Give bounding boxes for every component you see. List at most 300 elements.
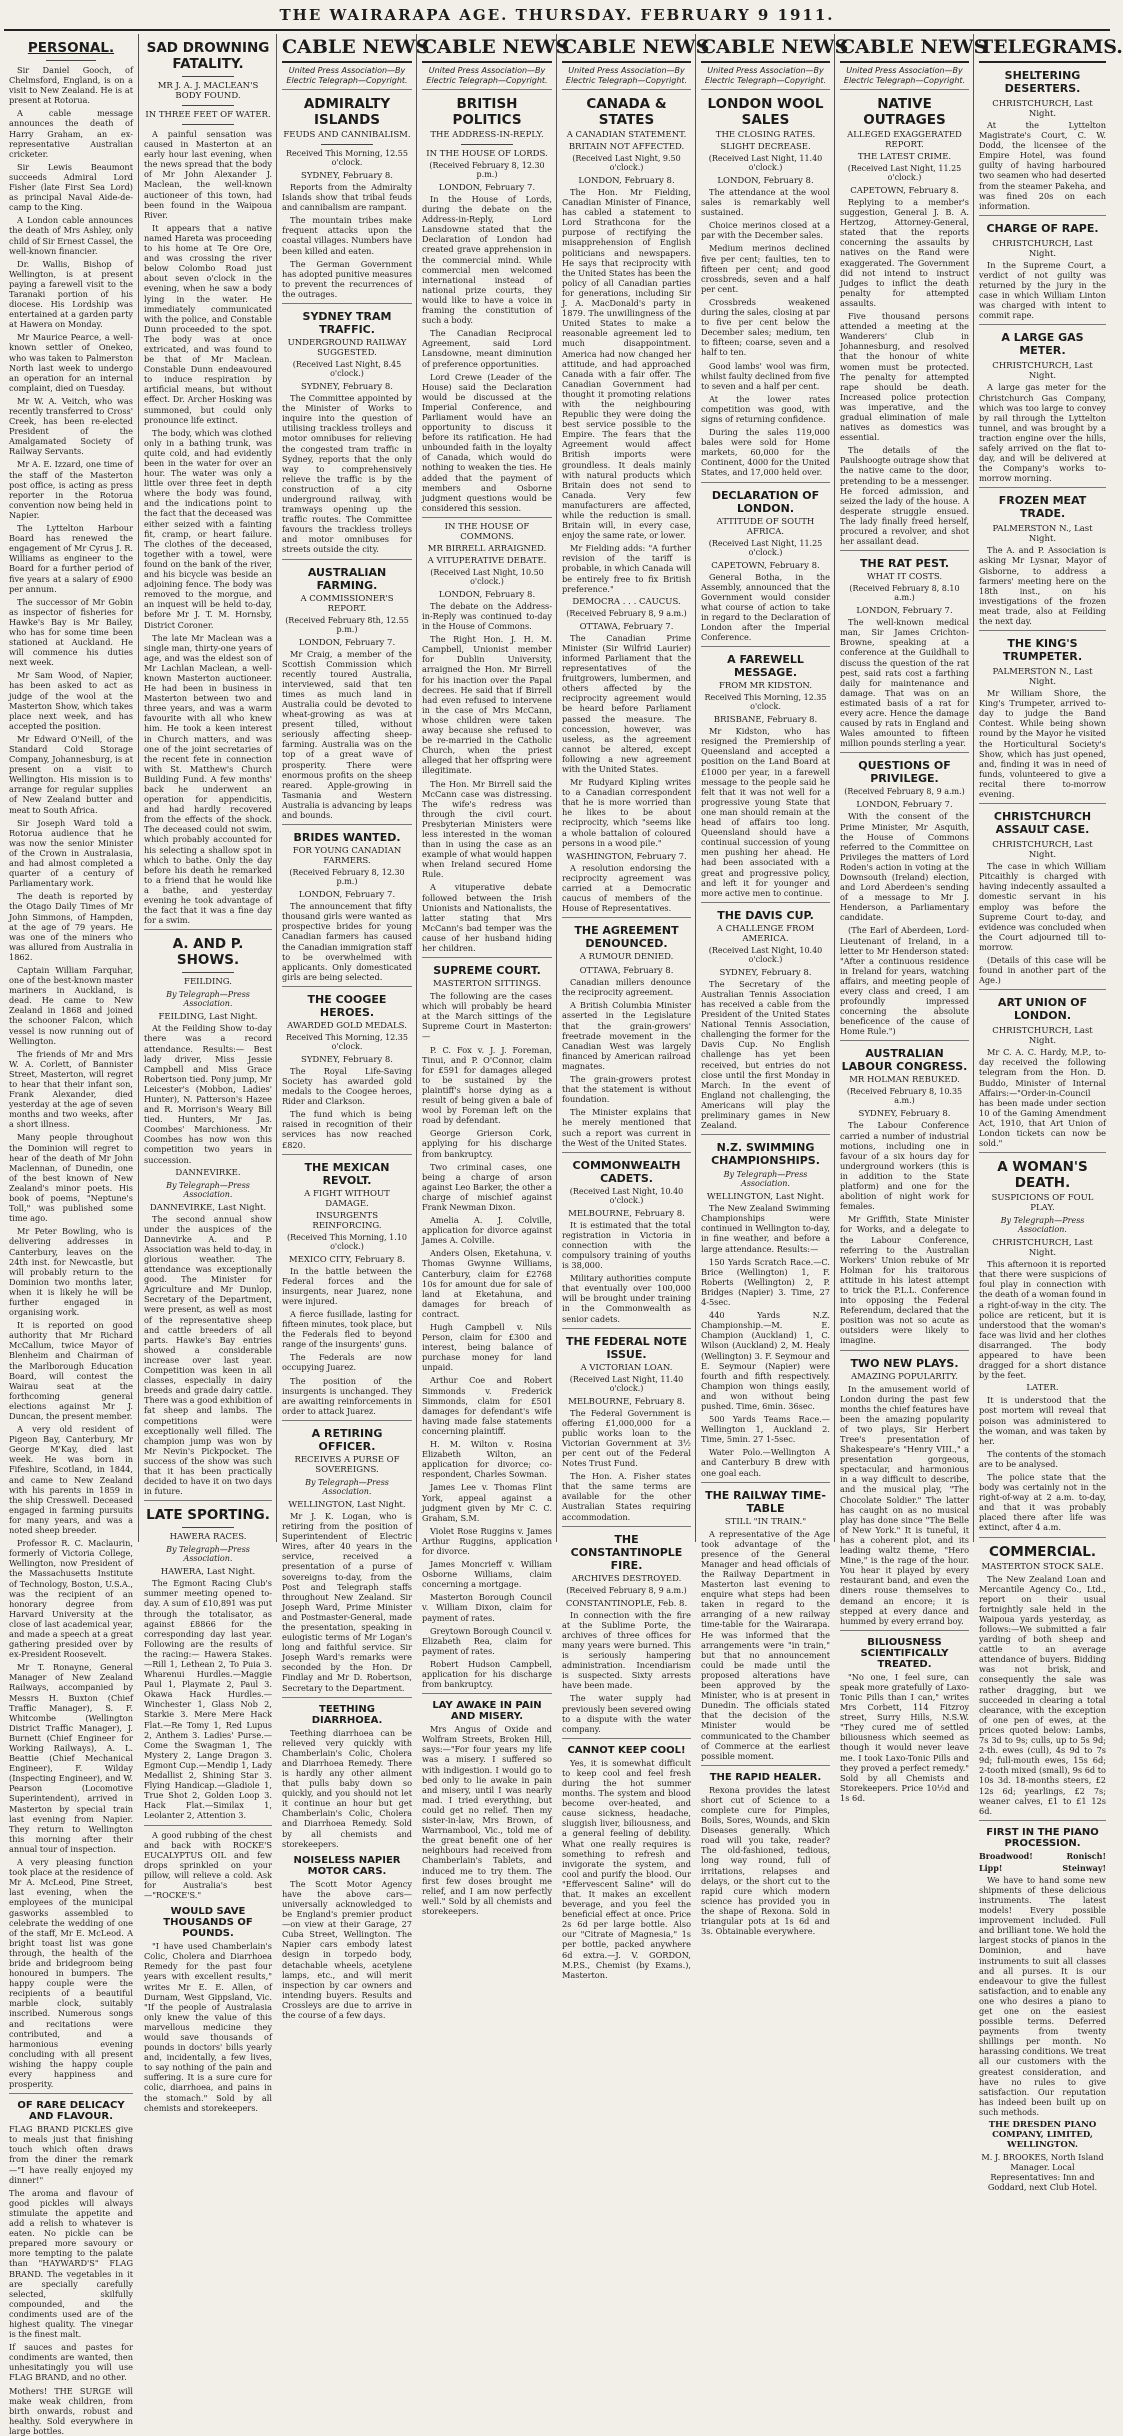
- outrages-sub2: THE LATEST CRIME.: [857, 152, 952, 162]
- byline: By Telegraph—Press Association.: [166, 1180, 250, 1199]
- article-paragraph: Water Polo.—Wellington A and Canterbury B drew with one goal each.: [701, 1447, 830, 1478]
- article-paragraph: The Canadian Reciprocal Agreement, said Lord Lansdowne, meant diminution of preference opportunities.: [422, 328, 552, 369]
- article-paragraph: Mr Maurice Pearce, a well-known settler of Onekeo, who was taken to Palmerston North last week to undergo an operation for an internal complaint, died on Tuesday.: [9, 332, 133, 393]
- dateline: LONDON, February 7.: [298, 890, 396, 901]
- article-paragraph: Anders Olsen, Eketahuna, v. Thomas Gwynne Williams, Canterbury, claim for £2768 10s for amount due for sale of land at Eketahuna, and damages for breach of contract.: [422, 1248, 552, 1319]
- article-paragraph: The Hon. Mr Fielding, Canadian Minister of Finance, has cabled a statement to Lord Strathcona for the purpose of rectifying the misapprehension of English politicians and newspapers. He says that reciprocity with the United States has been the policy of all Canadian parties for generations, including Sir J. A. MacDonald's party in 1879. The unwillingness of the United States to make a reasonable agreement led to much disappointment. America had now changed her attitude, and had approached Canada with a fair offer. The Canadian Government had thought it promoting relations with the neighbouring Republic they were doing the best service possible to the Empire. The fears that the Agreement would affect British imports were groundless. It deals mainly with natural products which Britain does not send to Canada. Very few manufacturers are affected, while the reduction is small. Britain will, in every case, enjoy the same rate, or lower.: [562, 187, 691, 541]
- trumpeter-paragraphs: [979, 688, 1106, 799]
- note-issue-sub: A VICTORIAN LOAN.: [580, 1362, 673, 1373]
- supreme-court-sub: MASTERTON SITTINGS.: [432, 979, 542, 990]
- article-paragraph: Hugh Campbell v. Nils Person, claim for £300 and interest, being balance of purchase money for land unpaid.: [422, 1322, 552, 1373]
- thousands-ad: "I have used Chamberlain's Colic, Cholera and Diarrhoea Remedy for the past four years with excellent results," writes Mr E. E. Allen, of Durnam, West Gippsland, Vic. "If the people of Australasia only knew the value of this marvellous medicine they would save thousands of pounds in doctors' bills yearly and, incidentally, a few lives, to say nothing of the pain and suffering. It is a sure cure for colic, diarrhoea, and pains in the stomach." Sold by all chemists and storekeepers.: [144, 1941, 272, 2113]
- cable-news-banner: CABLE NEWS: [282, 34, 412, 63]
- mexican-paragraphs: [282, 1266, 412, 1416]
- divider: [701, 1482, 830, 1483]
- constantinople-heading: THE CONSTANTINOPLE FIRE.: [570, 1532, 683, 1572]
- dateline: FEILDING, Last Night.: [158, 1012, 258, 1023]
- article-paragraph: The death is reported by the Otago Daily Times of Mr John Simmons, of Hampden, at the age of 79 years. He was one of the miners who was allured from Australia in 1862.: [9, 891, 133, 962]
- piano-brands-row: [979, 1863, 1106, 1873]
- masthead: [0, 0, 1114, 30]
- divider: [840, 550, 969, 551]
- labour-paragraphs: [840, 1120, 969, 1345]
- received-time: (Received February 8, 12.30 p.m.): [429, 161, 545, 179]
- divider: [979, 324, 1106, 325]
- divider: [979, 487, 1106, 488]
- dateline: CHRISTCHURCH, Last Night.: [992, 238, 1093, 259]
- divider: [979, 1152, 1106, 1153]
- dateline: WELLINGTON, Last Night.: [706, 1192, 825, 1203]
- brides-paragraphs: [282, 901, 412, 982]
- article-paragraph: The following are the cases which will probably be heard at the March sittings of the Supreme Court in Masterton:—: [422, 991, 552, 1042]
- birrell-sub: MR BIRRELL ARRAIGNED.: [427, 543, 547, 554]
- article-paragraph: A representative of the Age took advantage of the presence of the General Manager and head officials of the Railway Department in Masterton last evening to enquire what steps had been taken in regard to the arranging of a new railway time-table for the Wairarapa. He was informed that the arrangements were "in train," but that no announcement could be made until the proposed alterations have been approved by the Minister, who is at present in Dunedin. The officials stated that the decision of the Minister would be communicated to the Chamber of Commerce at the earliest possible moment.: [701, 1528, 830, 1761]
- divider: [282, 824, 412, 825]
- cable-news-banner: CABLE NEWS: [562, 34, 691, 63]
- cable-credit: United Press Association—By Electric Telegraph—Copyright.: [422, 66, 552, 90]
- article-paragraph: At the Lyttelton Magistrate's Court, C. W. Dodd, the licensee of the Empire Hotel, was found guilty of having harboured two seamen who had deserted from the steamer Pakeha, and was fined 20s on each information.: [979, 120, 1106, 211]
- drowning-heading: SAD DROWNING FATALITY.: [146, 40, 270, 72]
- divider: [979, 989, 1106, 990]
- received-time: Received This Morning, 12.55 o'clock.: [286, 149, 408, 167]
- cable-news-banner: CABLE NEWS: [422, 34, 552, 63]
- thousands-ad-heading: WOULD SAVE THOUSANDS OF POUNDS.: [163, 1906, 253, 1940]
- divider: [461, 144, 513, 145]
- wool-sales-heading: LONDON WOOL SALES: [707, 96, 824, 128]
- divider: [562, 1526, 691, 1527]
- article-paragraph: (The Earl of Aberdeen, Lord-Lieutenant of Ireland, in a letter to Mr Henderson stated: "After a continuous residence in Ireland for years, watching affairs, and meeting people of every class and creed, I am profoundly impressed concerning the absolute beneficence of the cause of Home Rule."): [840, 925, 969, 1037]
- article-paragraph: The water supply had previously been severed owing to a dispute with the water company.: [562, 1693, 691, 1734]
- note-issue-heading: THE FEDERAL NOTE ISSUE.: [565, 1334, 688, 1361]
- drowning-sub2: IN THREE FEET OF WATER.: [145, 110, 271, 120]
- rat-pest-sub: WHAT IT COSTS.: [866, 572, 943, 583]
- pain-ad: Mrs Angus of Oxide and Wolfram Streets, Broken Hill, says:—"For four years my life was a misery. I suffered so with indigestion. I would go to bed only to lie awake in pain and misery, until I was nearly mad. I tried everything, but could get no relief. Then my sister-in-law, Mrs Brown, of Warrnambool, Vic., told me of the great benefit one of her neighbours had received from Chamberlain's Tablets, and induced me to try them. The first few doses brought me relief, and I am now perfectly well." Sold by all chemists and storekeepers.: [422, 1724, 552, 1916]
- dateline: SYDNEY, February 8.: [301, 1054, 393, 1065]
- declaration-paragraphs: [701, 572, 830, 643]
- constantinople-paragraphs: [562, 1610, 691, 1734]
- article-paragraph: In the amusement world of London during the past few months the chief features have been the amazing popularity of two plays, Sir Herbert Tree's presentation of Shakespeare's "Henry VIII.," a presentation gorgeous, spectacular, and harmonious in a way difficult to describe, and the musical play, "The Chocolate Soldier." The latter has caught on as no musical play has done since "The Belle of New York." It is tuneful, it has a coherent plot, and its leading waltz theme, "Hero Mine," is the rage of the hour. You hear it played by every restaurant band, and even the diners rouse themselves to demand an encore; it is stepped at every dance and hummed by every errand boy.: [840, 1383, 969, 1626]
- dateline: MELBOURNE, February 8.: [568, 1208, 685, 1219]
- article-paragraph: Violet Rose Ruggins v. James Arthur Ruggins, application for divorce.: [422, 1525, 552, 1556]
- commons-sub: IN THE HOUSE OF COMMONS.: [444, 521, 530, 542]
- article-paragraph: Arthur Coe and Robert Simmonds v. Frederick Simmonds, claim for £501 damages for defendant's wife having made false statements concerning plaintiff.: [422, 1375, 552, 1436]
- divider: [840, 1040, 969, 1041]
- article-paragraph: A large gas meter for the Christchurch Gas Company, which was too large to convey by rail through the Lyttelton tunnel, and was brought by a traction engine over the hills, safely arrived on the flat to-day, and will be delivered at the Company's works to-morrow morning.: [979, 382, 1106, 484]
- divider: [562, 917, 691, 918]
- received-time: (Received February 8, 10.35 a.m.): [846, 1087, 963, 1106]
- article-paragraph: H. M. Wilton v. Rosina Elizabeth Wilton, an application for divorce; co-respondent, Charles Sowman.: [422, 1439, 552, 1480]
- rexona-ad-heading: THE RAPID HEALER.: [709, 1771, 822, 1783]
- farewell-sub: FROM MR KIDSTON.: [718, 681, 813, 692]
- womans-death-paragraphs: [979, 1259, 1106, 1380]
- politics-sub: THE ADDRESS-IN-REPLY.: [430, 130, 544, 140]
- officer-sub: RECEIVES A PURSE OF SOVEREIGNS.: [294, 1454, 400, 1475]
- rape-charge-heading: CHARGE OF RAPE.: [986, 221, 1099, 235]
- dateline: CAPETOWN, February 8.: [850, 186, 959, 196]
- article-paragraph: The details of the Paulshoogte outrage show that the native came to the door, pretending to be a messenger. He forced admission, and seized the lady of the house. A desperate struggle ensued. The lady finally freed herself, procured a revolver, and shot her assailant dead.: [840, 445, 969, 547]
- dateline: CAPETOWN, February 8.: [711, 560, 820, 571]
- dateline: CHRISTCHURCH, Last Night.: [992, 1238, 1093, 1259]
- article-paragraph: The attendance at the wool sales is remarkably well sustained.: [701, 187, 830, 218]
- article-paragraph: The police state that the body was certainly not in the right-of-way at 2 a.m. to-day, and that it was probably placed there after life was extinct, after 4 a.m.: [979, 1471, 1106, 1533]
- laxo-ad: "No one, I feel sure, can speak more gratefully of Laxo-Tonic Pills than I can," writes Mrs Corbett, 114 Fitzroy street, Surry Hills, N.S.W. "They cured me of settled biliousness which seemed as though it would never leave me. I took Laxo-Tonic Pills and they proved a perfect remedy." Sold by all Chemists and Storekeepers. Price 10½d and 1s 6d.: [840, 1671, 969, 1803]
- womans-death-later-paragraphs: [979, 1395, 1106, 1532]
- received-time: Received This Morning, 12.35 o'clock.: [704, 693, 827, 712]
- article-paragraph: Replying to a member's suggestion, General J. B. A. Hertzog, Attorney-General, stated that the reports concerning the assaults by natives on the Rand were exaggerated. The Government did not intend to instruct Judges to inflict the death penalty for attempted assaults.: [840, 197, 969, 308]
- divider: [182, 972, 233, 973]
- napier-cars-ad: The Scott Motor Agency have the above cars—universally acknowledged to be England's premier product—on view at their Garage, 27 Cuba Street, Wellington. The Napier cars embody latest design in torpedo body, detachable wheels, acetylene lamps, etc., and will merit inspection by car owners and intending buyers. Results and Crossleys are due to arrive in the course of a few days.: [282, 1878, 412, 2020]
- article-paragraph: The late Mr Maclean was a single man, thirty-one years of age, and was the eldest son of Mr Lachlan Maclean, a well-known Masterton auctioneer. He had been in business in Masterton between two and three years, and was a warm favourite with all who knew him. He took a keen interest in Church matters, and was one of the joint secretaries of the recent fete in connection with St. Matthew's Church Building Fund. A few months' back he underwent an operation for appendicitis, and had hardly recovered from the effects of the shock. The deceased could not swim, which probably accounted for his selecting a shallow spot in which to bathe. Only the day before his death he remarked to a friend that he would like a bathe, and yesterday evening he took advantage of the fact that it was a fine day for a swim.: [144, 632, 272, 926]
- commons-paragraphs: [422, 601, 552, 953]
- dateline: CHRISTCHURCH, Last Night.: [992, 1026, 1093, 1047]
- dateline: SYDNEY, February 8.: [301, 382, 393, 393]
- article-paragraph: Mr A. E. Izzard, one time of the staff of the Masterton post office, is acting as press reporter in the Rotorua convention now being held in Napier.: [9, 459, 133, 520]
- column-local: [138, 34, 277, 2113]
- byline: By Telegraph—Press Association.: [305, 1477, 389, 1496]
- divider: [282, 1154, 412, 1155]
- gas-meter-paragraphs: [979, 382, 1106, 483]
- dateline: LONDON, February 8.: [717, 176, 814, 186]
- article-paragraph: In connection with the fire at the Sublime Porte, the archives of three offices for many years were burned. This is seriously hampering administration. Incendiarism is suspected. Sixty arrests have been made.: [562, 1609, 691, 1691]
- article-paragraph: If sauces and pastes for condiments are wanted, then unhesitatingly you will use FLAG BRAND, and no other.: [9, 2342, 133, 2383]
- drowning-paragraphs: [144, 129, 272, 925]
- dateline: PALMERSTON N., Last Night.: [992, 524, 1093, 545]
- farming-paragraphs: [282, 649, 412, 821]
- farming-sub: A COMMISSIONER'S REPORT.: [300, 593, 394, 614]
- divider: [840, 752, 969, 753]
- article-paragraph: Medium merinos declined five per cent; faulties, ten to fifteen per cent; and good crossbreds, seven and a half per cent.: [701, 243, 830, 294]
- coogee-sub: AWARDED GOLD MEDALS.: [287, 1020, 407, 1031]
- plays-heading: TWO NEW PLAYS.: [850, 1356, 959, 1370]
- article-paragraph: The Royal Life-Saving Society has awarded gold medals to the Coogee heroes, Rider and Clarkson.: [282, 1065, 412, 1107]
- trumpeter-heading: THE KING'S TRUMPETER.: [1002, 637, 1083, 664]
- article-paragraph: The Lyttelton Harbour Board has renewed the engagement of Mr Cyrus J. R. Williams as engineer to the Board for a further period of five years at a salary of £900 per annum.: [9, 523, 133, 594]
- article-paragraph: The Committee appointed by the Minister of Works to inquire into the question of utilising trackless trolleys and motor omnibuses for relieving the congested tram traffic in Sydney, reports that the only way to comprehensively relieve the traffic is by the construction of a city underground railway, with tramways opening up the traffic routes. The Committee favours the trackless trolleys and motor omnibuses for streets outside the city.: [282, 393, 412, 555]
- article-paragraph: Mr T. Ronayne, General Manager of New Zealand Railways, accompanied by Messrs H. Buxton (Chief Traffic Manager), S. F. Whitcombe (Wellington District Traffic Manager), J. Burnett (Chief Engineer for Working Railways), A. L. Beattie (Chief Mechanical Engineer), F. Wilday (Inspecting Engineer), and W. Pearson (Locomotive Superintendent), arrived in Masterton by special train last evening from Napier. They return to Wellington this morning after their annual tour of inspection.: [9, 1662, 133, 1854]
- article-paragraph: A London cable announces the death of Mrs Ashley, only child of Sir Ernest Cassel, the well-known financier.: [9, 215, 133, 256]
- stock-sale-sub: MASTERTON STOCK SALE.: [981, 1561, 1104, 1572]
- divider: [701, 482, 830, 483]
- officer-paragraphs: [282, 1511, 412, 1693]
- article-paragraph: A British Columbia Minister asserted in the Legislature that the grain-growers' freetrade movement in the Canadian West was largely financed by American railroad magnates.: [562, 1000, 691, 1071]
- received-time: (Received Last Night, 11.40 o'clock.): [569, 1374, 684, 1393]
- piano-firm: THE DRESDEN PIANO COMPANY, LIMITED, WELLINGTON.: [988, 2120, 1097, 2151]
- farewell-heading: A FAREWELL MESSAGE.: [727, 653, 804, 680]
- privilege-paragraphs: [840, 811, 969, 1036]
- labour-sub: MR HOLMAN REBUKED.: [849, 1075, 960, 1086]
- article-paragraph: In the Supreme Court, a verdict of not guilty was returned by the jury in the case in which William Linton was charged with intent to commit rape.: [979, 259, 1106, 321]
- farewell-paragraphs: [701, 726, 830, 898]
- article-paragraph: The Minister explains that he merely mentioned that such a report was current in the West of the United States.: [562, 1107, 691, 1148]
- dateline: CHRISTCHURCH, Last Night.: [992, 840, 1093, 861]
- article-paragraph: Mr J. K. Logan, who is retiring from the position of Superintendent of Electric Wires, after 40 years in the service, received a presentation of a purse of sovereigns to-day, from the Post and Telegraph staffs throughout New Zealand. Sir Joseph Ward, Prime Minister and Postmaster-General, made the presentation, speaking in eulogistic terms of Mr Logan's long and faithful service. Sir Joseph Ward's remarks were seconded by the Hon. Dr Findlay and Mr D. Robertson, Secretary to the Department.: [282, 1510, 412, 1693]
- article-paragraph: The grain-growers protest that the statement is without foundation.: [562, 1074, 691, 1105]
- article-paragraph: Many people throughout the Dominion will regret to hear of the death of Mr John Maclennan, of Dunedin, one of the best known of New Zealand's minor poets. His book of poems, "Neptune's Toll," was published some time ago.: [9, 1132, 133, 1224]
- canada-heading: CANADA & STATES: [586, 96, 667, 128]
- telegrams-banner: TELEGRAMS.: [979, 34, 1106, 63]
- article-paragraph: The debate on the Address-in-Reply was continued to-day in the House of Commons.: [422, 600, 552, 632]
- divider: [979, 1820, 1106, 1821]
- article-paragraph: A cable message announces the death of Harry Graham, an ex-representative Australian cricketer.: [9, 108, 133, 159]
- divider: [282, 303, 412, 304]
- debate-sub: A VITUPERATIVE DEBATE.: [427, 555, 547, 566]
- cadets-heading: COMMONWEALTH CADETS.: [572, 1158, 681, 1185]
- article-paragraph: George Grierson Cork, applying for his discharge from bankruptcy.: [422, 1128, 552, 1159]
- gas-meter-heading: A LARGE GAS METER.: [1001, 331, 1084, 358]
- dateline: LONDON, February 8.: [578, 176, 675, 186]
- article-paragraph: A fierce fusillade, lasting for fifteen minutes, took place, but the Federals fled to beyond range of the insurgents' guns.: [282, 1309, 412, 1350]
- cadets-paragraphs: [562, 1220, 691, 1324]
- davis-cup-heading: THE DAVIS CUP.: [717, 908, 814, 922]
- article-paragraph: Crossbreds weakened during the sales, closing at par to five per cent below the December sales; medium, ten to fifteen; coarse, seven and a half to ten.: [701, 296, 831, 358]
- plays-sub: AMAZING POPULARITY.: [850, 1371, 959, 1382]
- admiralty-paragraphs: [282, 182, 412, 299]
- article-paragraph: Sir Joseph Ward told a Rotorua audience that he was now the senior Minister of the Crown in Australasia, and had almost completed a quarter of a century of Parliamentary work.: [9, 817, 133, 889]
- article-paragraph: A very pleasing function took place at the residence of Mr A. McLeod, Pine Street, last evening, when the employees of the municipal gasworks assembled to celebrate the wedding of one of the staff, Mr E. McLeod. A bright toast list was gone through, the health of the bride and bridegroom being honoured in bumpers. The happy couple were the recipients of a beautiful marble clock, suitably inscribed. Numerous songs and recitations were contributed, and a harmonious evening concluding with all present wishing the happy couple every happiness and prosperity.: [9, 1857, 133, 2090]
- column-cable-5: [834, 34, 988, 1803]
- feilding-paragraph: At the Feilding Show to-day there was a record attendance. Results:— Best lady driver, Miss Jessie Campbell and Miss Grace Robertson tied. Pony jump, Mr Leicester's (Mobbon, Ladies' Hunter), N. Patterson's Hazee and R. Morrison's Weary Bill tied. Hunters, Mr Jas. Coombes' Marchioness. Mr Coombes has now won this competition two years in succession.: [144, 1023, 272, 1165]
- article-paragraph: The body, which was clothed only in a bathing trunk, was quite cold, and had evidently been in the water for over an hour. The water was only a little over three feet in depth where the body was found, and the indications point to the fact that the deceased was either seized with a fainting fit, cramp, or heart failure. The clothes of the deceased, together with a towel, were found on the bank of the river, and his bicycle was beside an adjoining fence. The body was removed to the morgue, and an inquest will be held to-day, before Mr J. T. M. Hornsby, District Coroner.: [144, 427, 272, 630]
- womans-death-sub: SUSPICIONS OF FOUL PLAY.: [991, 1193, 1094, 1214]
- column-cable-3: [556, 34, 710, 1980]
- labour-heading: AUSTRALIAN LABOUR CONGRESS.: [841, 1047, 968, 1074]
- received-time: (Received Last Night, 11.25 o'clock.): [708, 538, 823, 557]
- article-paragraph: The contents of the stomach are to be analysed.: [979, 1448, 1106, 1469]
- article-paragraph: Mothers! THE SURGE will make weak children, from birth onwards, robust and healthy. Sold everywhere in large bottles.: [9, 2385, 133, 2436]
- article-paragraph: A resolution endorsing the reciprocity agreement was carried at a Democratic caucus of members of the House of Representatives.: [562, 862, 691, 914]
- article-paragraph: The Federal Government is offering £1,000,000 for a public works loan to the Victorian Government at 3½ per cent out of the Federal Notes Trust Fund.: [562, 1407, 691, 1469]
- later-sub: LATER.: [1026, 1383, 1059, 1394]
- supreme-court-heading: SUPREME COURT.: [433, 964, 541, 978]
- byline: By Telegraph—Press Association.: [1000, 1216, 1085, 1235]
- tram-paragraphs: [282, 393, 412, 555]
- dateline: SYDNEY, February 8.: [858, 1109, 951, 1120]
- divider: [701, 646, 830, 647]
- article-paragraph: The New Zealand Swimming Championships were continued in Wellington to-day, in fine weather, and before a large attendance. Results:—: [701, 1203, 830, 1254]
- brides-heading: BRIDES WANTED.: [293, 831, 401, 845]
- tram-heading: SYDNEY TRAM TRAFFIC.: [302, 310, 392, 337]
- constantinople-sub: ARCHIVES DESTROYED.: [571, 1573, 682, 1584]
- masthead-rule: [4, 29, 1110, 31]
- divider: [282, 559, 412, 560]
- article-paragraph: FLAG BRAND PICKLES give to meals just that finishing touch which often draws from the diner the remark—"I have really enjoyed my dinner!": [9, 2124, 133, 2185]
- eucalyptus-ad: A good rubbing of the chest and back with ROCKE'S EUCALYPTUS OIL and few drops sprinkled on your pillow, will relieve a cold. Ask for Australia's best—"ROCKE'S.": [144, 1829, 272, 1901]
- dateline: SYDNEY, February 8.: [301, 171, 393, 181]
- article-paragraph: General Botha, in the Assembly, announced that the Government would consider what course of action to take in regard to the Declaration of London after the Imperial Conference.: [701, 571, 830, 643]
- article-paragraph: Dr. Wallis, Bishop of Wellington, is at present paying a farewell visit to the Taranaki portion of his diocese. His Lordship was entertained at a garden party at Hawera on Monday.: [9, 258, 133, 330]
- article-paragraph: Mr Craig, a member of the Scottish Commission which recently toured Australia, interviewed, said that ten times as much land in Australia could be devoted to wheat-growing as was at present tilled, without seriously affecting sheep-farming. Australia was on the top of a great wave of prosperity. There were enormous profits on the sheep reared. Apple-growing in Tasmania and Western Australia is advancing by leaps and bounds.: [282, 648, 412, 821]
- divider: [701, 1765, 830, 1766]
- divider: [979, 803, 1106, 804]
- caucus-sub: DEMOCRA . . . CAUCUS.: [572, 596, 681, 607]
- article-paragraph: It is reported on good authority that Mr Richard McCallum, twice Mayor of Blenheim and Chairman of the Marlborough Education Board, will contest the Wairau seat at the forthcoming general elections against Mr J. Duncan, the present member.: [9, 1320, 133, 1421]
- received-time: (Received February 8, 9 a.m.): [844, 787, 965, 797]
- dateline: DANNEVIRKE, Last Night.: [149, 1202, 267, 1213]
- mexican-sub2: INSURGENTS REINFORCING.: [312, 1210, 382, 1231]
- native-outrages-heading: NATIVE OUTRAGES: [863, 96, 946, 128]
- received-time: Received This Morning, 12.35 o'clock.: [286, 1032, 408, 1051]
- commercial-heading: COMMERCIAL.: [989, 1543, 1096, 1560]
- received-time: (Received Last Night, 10.50 o'clock.): [430, 567, 544, 586]
- article-paragraph: Military authorities compute that eventually over 100,000 will be brought under training in the Commonwealth as senior cadets.: [562, 1273, 691, 1324]
- divider: [144, 1825, 272, 1826]
- article-paragraph: Choice merinos closed at a par with the December sales.: [701, 220, 830, 241]
- article-paragraph: Reports from the Admiralty Islands show that tribal feuds and cannibalism are rampant.: [282, 182, 412, 213]
- article-paragraph: Mr William Shore, the King's Trumpeter, arrived to-day to judge the Band Contest. While being shown round by the Mayor he visited the Horticultural Society's Show, which has just opened, and, finding it was in need of funds, volunteered to give a recital there to-morrow evening.: [979, 688, 1106, 800]
- masthead-title: THE WAIRARAPA AGE. THURSDAY. FEBRUARY 9 1911.: [279, 6, 835, 24]
- divider: [182, 1527, 233, 1528]
- divider: [701, 1134, 830, 1135]
- davis-cup-paragraphs: [701, 979, 830, 1130]
- divider: [321, 144, 373, 145]
- divider: [422, 1693, 552, 1694]
- dateline: LONDON, February 8.: [438, 589, 536, 600]
- article-paragraph: In the House of Lords, during the debate on the Address-in-Reply, Lord Lansdowne stated that the Declaration of London had created grave apprehension in the commercial mind. While commercial men welcomed international instead of national prize courts, they would like to have a voice in framing the constitution of such a body.: [422, 194, 552, 326]
- outrages-sub: ALLEGED EXAGGERATED REPORT.: [847, 130, 962, 150]
- article-paragraph: The Right Hon. J. H. M. Campbell, Unionist member for Dublin University, arraigned the Hon. Mr Birrell for his inaction over the Papal decrees. He said that if Birrell had even refused to intervene in the case of Mrs McCann, whose children were taken away because she refused to be re-married in the Catholic Church, when the priest alleged that her offspring were illegitimate.: [422, 634, 552, 776]
- received-time: (Received Last Night, 10.40 o'clock.): [569, 1186, 684, 1205]
- canada-paragraphs: [562, 187, 691, 594]
- coogee-paragraphs: [282, 1066, 412, 1150]
- cable-credit: United Press Association—By Electric Telegraph—Copyright.: [282, 66, 412, 90]
- article-paragraph: Professor R. C. Maclaurin, formerly of Victoria College, Wellington, now President of the Massachusetts Institute of Technology, Boston, U.S.A., was the recipient of an honorary degree from Harvard University at the close of last academical year, and made a speech at a great gathering presided over by ex-President Roosevelt.: [9, 1538, 133, 1660]
- wool-sales-sub2: SLIGHT DECREASE.: [720, 142, 811, 152]
- received-time: (Received February 8, 8.10 a.m.): [849, 584, 960, 603]
- divider: [840, 1630, 969, 1631]
- article-paragraph: Mr Griffith, State Minister for Works, and a delegate to the Labour Conference, referring to the Australian Workers' Union rebuke of Mr Holman for his traitorous attitude in his latest attempt to trick the P.L.L. Conference into opposing the Federal Referendum, declared that the position was not so acute as outsiders were likely to imagine.: [840, 1214, 969, 1346]
- received-time: (Received February 8, 9 a.m.): [566, 608, 687, 618]
- dateline: MELBOURNE, February 8.: [568, 1396, 685, 1407]
- article-paragraph: P. C. Fox v. J. J. Foreman, Tinui, and P. O'Connor, claim for £591 for damages alleged to be sustained by the plaintiff's horse dying as a result of being given a bale of wool by Foreman left on the road by defendant.: [422, 1044, 552, 1126]
- dateline: PALMERSTON N., Last Night.: [992, 667, 1093, 688]
- column-telegrams: [973, 34, 1123, 2193]
- plays-paragraphs: [840, 1384, 969, 1626]
- divider: [182, 76, 233, 77]
- cable-credit: United Press Association—By Electric Telegraph—Copyright.: [562, 66, 691, 90]
- divider: [282, 1697, 412, 1698]
- byline: By Telegraph—Press Association.: [166, 990, 250, 1009]
- mexican-heading: THE MEXICAN REVOLT.: [304, 1160, 390, 1187]
- divider: [422, 957, 552, 958]
- admiralty-sub: FEUDS AND CANNIBALISM.: [283, 130, 411, 140]
- cable-credit: United Press Association—By Electric Telegraph—Copyright.: [840, 66, 969, 90]
- received-time: (Received Last Night, 11.40 o'clock.): [708, 154, 823, 172]
- shows-heading: A. AND P. SHOWS.: [172, 936, 244, 969]
- dannevirke-paragraph: The second annual show under the auspices of the Dannevirke A. and P. Association was held to-day, in glorious weather. The attendance was exceptionally good. The Minister for Agriculture and Mr Dunlop, Secretary of the Department, were present, as well as most of the representative sheep and cattle breeders of all parts. Hawke's Bay entries showed a considerable increase over last year. Competition was keen in all classes, especially in dairy breeds and grade dairy cattle. There was a good exhibition of fat sheep and lambs. The competitions were exceptionally well filled. The champion jump was won by Mr Nevin's Pickpocket. The success of the show was such that it has been practically decided to have it on two days in future.: [144, 1213, 272, 1497]
- dateline: LONDON, February 7.: [438, 183, 536, 193]
- farming-heading: AUSTRALIAN FARMING.: [307, 565, 387, 592]
- napier-cars-ad-heading: NOISELESS NAPIER MOTOR CARS.: [293, 1854, 401, 1877]
- article-paragraph: A vituperative debate followed between the Irish Unionists and Nationalists, the latter stating that Mrs McCann's bad temper was the cause of her husband hiding her children.: [422, 882, 552, 953]
- teething-ad: Teething diarrhoea can be relieved very quickly with Chamberlain's Colic, Cholera and Diarrhoea Remedy. There is hardly any other ailment that pulls baby down so quickly, and you should not let it continue an hour but get Chamberlain's Colic, Cholera and Diarrhoea Remedy. Sold by all chemists and storekeepers.: [282, 1727, 412, 1849]
- tram-sub: UNDERGROUND RAILWAY SUGGESTED.: [287, 338, 407, 359]
- received-time: (Received This Morning, 1.10 o'clock.): [287, 1232, 407, 1251]
- column-cable-4: [695, 34, 849, 1937]
- article-paragraph: Mr Rudyard Kipling writes to a Canadian correspondent that he is more worried than he likes to be about reciprocity, which "seems like a whole battalion of coloured persons in a wood pile.": [562, 777, 691, 848]
- received-time: (Received February 8, 12.30 p.m.): [289, 868, 405, 887]
- article-paragraph: The fund which is being raised in recognition of their services has now reached £820.: [282, 1109, 412, 1150]
- received-time: (Received February 8, 9 a.m.): [566, 1585, 687, 1595]
- rape-charge-paragraphs: [979, 260, 1106, 321]
- article-paragraph: Captain William Farquhar, one of the best-known master mariners in Auckland, is dead. He came to New Zealand in 1868 and joined the schooner Falcon, which vessel is now running out of Wellington.: [9, 964, 133, 1046]
- article-paragraph: A very old resident of Pigeon Bay, Canterbury, Mr George M'Kay, died last week. He was born in Fifeshire, Scotland, in 1844, and came to New Zealand with his parents in 1859 in the ship Cresswell. Deceased engaged in farming pursuits for many years, and was a noted sheep breeder.: [9, 1424, 133, 1536]
- dateline: LONDON, February 7.: [856, 800, 953, 811]
- article-paragraph: It is understood that the post mortem will reveal that poison was administered to the woman, and was taken by her.: [979, 1395, 1106, 1446]
- article-paragraph: At the lower rates competition was good, with signs of returning confidence.: [701, 393, 830, 424]
- divider: [701, 902, 830, 903]
- article-paragraph: (Details of this case will be found in another part of the Age.): [979, 954, 1106, 986]
- article-paragraph: The mountain tribes make frequent attacks upon the coastal villages. Numbers have been killed and eaten.: [282, 215, 412, 256]
- divider: [282, 986, 412, 987]
- piano-ad-heading: FIRST IN THE PIANO PROCESSION.: [986, 1826, 1099, 1849]
- piano-ad: We have to hand some new shipments of these delicious instruments. The latest models! Every possible improvement included. Full and brilliant tone. We hold the largest stocks of pianos in the Dominion, and have instruments to suit all classes and all purses. It is our endeavour to give the fullest satisfaction, and to enable any one who desires a piano to get one on the easiest possible terms. Deferred payments from twenty shillings per month. No harassing conditions. We treat all our customers with the greatest consideration, and have no rules to give satisfaction. Our reputation has indeed been built up on such methods.: [979, 1874, 1106, 2117]
- keep-cool-ad-heading: CANNOT KEEP COOL!: [567, 1744, 686, 1756]
- davis-cup-sub: A CHALLENGE FROM AMERICA.: [716, 923, 815, 944]
- assault-paragraphs: [979, 861, 1106, 985]
- timetable-heading: THE RAILWAY TIME-TABLE: [705, 1488, 826, 1515]
- article-paragraph: 500 Yards Teams Race.—Wellington 1, Auckland 2. Time, 5min. 27 1-5sec.: [701, 1414, 830, 1445]
- article-paragraph: Two criminal cases, one being a charge of arson against Leo Barker, the other a charge of mischief against Frank Newman Dixon.: [422, 1161, 552, 1212]
- received-time: (Received February 8th, 12.55 p.m.): [285, 615, 409, 634]
- article-paragraph: The announcement that fifty thousand girls were wanted as prospective brides for young Canadian farmers has caused the Canadian immigration staff to be overwhelmed with applicants. Only domesticated girls are being selected.: [282, 901, 412, 982]
- dateline: CHRISTCHURCH, Last Night.: [992, 99, 1093, 119]
- article-paragraph: The Federals are now occupying Juarez.: [282, 1352, 412, 1373]
- article-paragraph: 440 Yards N.Z. Championship.—M. E. Champion (Auckland) 1, C. Wilson (Auckland) 2, M. Healy (Wellington) 3. F. Seymour and E. Seymour (Napier) were fourth and fifth respectively. Champion won things easily, and won without being pushed. Time, 6min. 36sec.: [701, 1310, 830, 1411]
- canada-sub2: BRITAIN NOT AFFECTED.: [568, 142, 685, 152]
- article-paragraph: During the sales 119,000 bales were sold for Home markets, 60,000 for the Continent, 4000 for the United States, and 17,000 held over.: [701, 427, 830, 478]
- agreement-paragraphs: [562, 977, 691, 1148]
- officer-heading: A RETIRING OFFICER.: [311, 1426, 383, 1453]
- coogee-heading: THE COOGEE HEROES.: [307, 992, 387, 1019]
- assault-heading: CHRISTCHURCH ASSAULT CASE.: [993, 810, 1092, 837]
- article-paragraph: This afternoon it is reported that there were suspicions of foul play in connection with the death of a woman found in a right-of-way in the city. The police are reticent, but it is understood that the woman's face was livid and her clothes disarranged. The body appeared to have been dragged for a short distance by the feet.: [979, 1259, 1106, 1381]
- article-paragraph: James Lee v. Thomas Flint York, appeal against a judgment given by Mr C. C. Graham, S.M.: [422, 1482, 552, 1523]
- personal-heading: PERSONAL.: [27, 40, 115, 56]
- feilding-sub: FEILDING.: [184, 977, 232, 988]
- ottawa-paragraphs: [562, 633, 691, 848]
- sporting-heading: LATE SPORTING.: [146, 1507, 270, 1524]
- column-cable-1: [276, 34, 430, 2020]
- received-time: (Received Last Night, 9.50 o'clock.): [572, 154, 681, 172]
- article-paragraph: Mr Fielding adds: "A further revision of the tariff is probable, in which Canada will be entirely free to fix British preference.": [562, 543, 691, 594]
- politics-heading: BRITISH POLITICS: [452, 96, 522, 128]
- hawera-sub: HAWERA RACES.: [169, 1532, 247, 1543]
- dannevirke-sub: DANNEVIRKE.: [175, 1167, 241, 1178]
- received-time: (Received Last Night, 10.40 o'clock.): [708, 945, 823, 964]
- article-paragraph: In the battle between the Federal forces and the insurgents, near Juarez, none were injured.: [282, 1265, 412, 1306]
- dateline: CHRISTCHURCH, Last Night.: [992, 361, 1093, 382]
- piano-brand: Lipp!: [979, 1862, 1003, 1873]
- art-union-heading: ART UNION OF LONDON.: [997, 996, 1088, 1023]
- timetable-sub: STILL "IN TRAIN.": [724, 1516, 807, 1527]
- article-paragraph: It is estimated that the total registration in Victoria in connection with the compulsory training of youths is 38,000.: [562, 1219, 691, 1271]
- dateline: MEXICO CITY, February 8.: [288, 1254, 406, 1265]
- article-paragraph: The Hon. A. Fisher states that the same terms are available for the other Australian States requiring accommodation.: [562, 1471, 691, 1522]
- article-paragraph: Sir Lewis Beaumont succeeds Admiral Lord Fisher (late First Sea Lord) as principal Naval Aide-de-camp to the King.: [9, 161, 133, 213]
- article-paragraph: The Secretary of the Australian Tennis Association has received a cable from the President of the United States National Tennis Association, challenging the former for the Davis Cup. No English challenge has yet been received, but entries do not close until the first Monday in March. In the event of England not challenging, the Americans will play the preliminary games in New Zealand.: [701, 978, 830, 1131]
- article-paragraph: The position of the insurgents is unchanged. They are awaiting reinforcements in order to attack Juarez.: [282, 1375, 412, 1416]
- article-paragraph: The Hon. Mr Birrell said the McCann case was distressing. The wife's redress was through the civil court. Presbyterian Ministers were less interested in the woman than in using the case as an example of what would happen when Ireland secured Home Rule.: [422, 778, 552, 880]
- article-paragraph: Greytown Borough Council v. Elizabeth Rea, claim for payment of rates.: [422, 1625, 552, 1656]
- column-cable-2: [416, 34, 570, 1916]
- dateline: LONDON, February 7.: [856, 606, 953, 617]
- dateline: SYDNEY, February 8.: [719, 967, 812, 978]
- article-paragraph: The New Zealand Loan and Mercantile Agency Co., Ltd., report on their usual fortnightly sale held in the Waipoua yards yesterday, as follows:—We submitted a fair yarding of both sheep and cattle to an average attendance of buyers. Bidding was not brisk, and consequently the sale was rather dragging, but we succeeded in clearing a total clearance, with the exception of one pen of ewes, at the prices quoted below: Lambs, 7s 3d to 9s; culls, up to 5s 9d; 2-th. ewes (cull), 4s 9d to 7s 9d; full-mouth ewes, 15s 6d; 2-tooth mixed (small), 9s 6d to 10s 3d. 18-months steers, £2 12s 6d; yearlings, £2 7s; weaner calves, £1 to £1 12s 6d.: [979, 1573, 1106, 1816]
- divider: [562, 1152, 691, 1153]
- dateline: WASHINGTON, February 7.: [566, 851, 687, 862]
- divider: [979, 1537, 1106, 1538]
- rat-pest-heading: THE RAT PEST.: [859, 557, 950, 571]
- article-paragraph: The German Government has adopted punitive measures to prevent the recurrences of the outrages.: [282, 258, 412, 299]
